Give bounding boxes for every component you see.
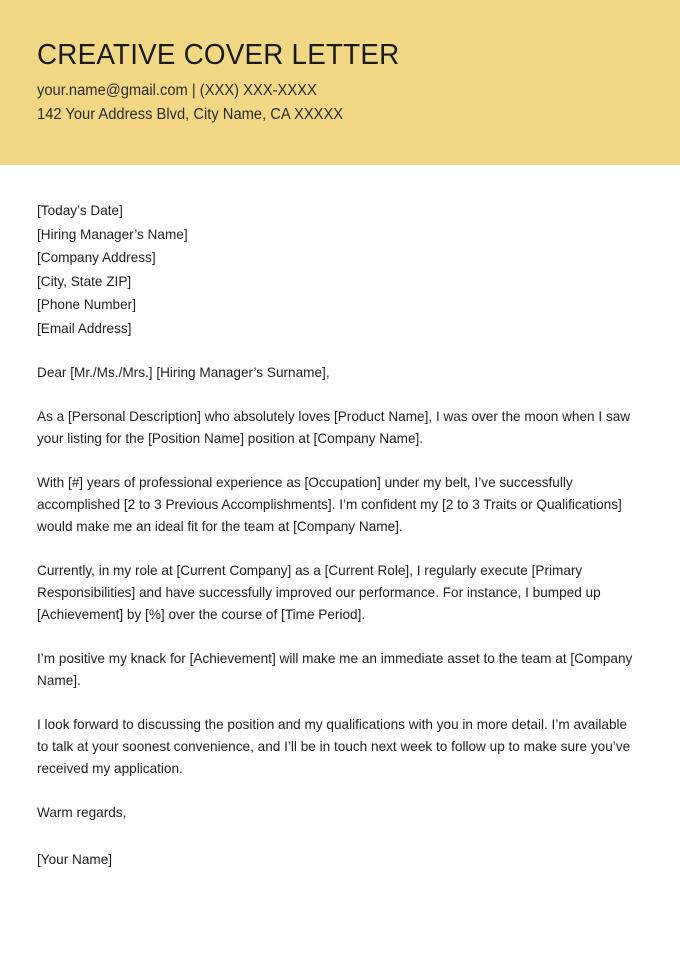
body-paragraph-5: I look forward to discussing the position and my qualifications with you in more detail. I’m available to talk at your soonest convenience, and I’ll be in touch next week to follow up to make sure you’ve received my application. [37, 717, 631, 776]
signature-name: [Your Name] [37, 852, 113, 867]
page-title: CREATIVE COVER LETTER [37, 39, 400, 72]
body-paragraph-1: As a [Personal Description] who absolutely loves [Product Name], I was over the moon when I saw your listing for the [Position Name] position at [Company Name]. [37, 409, 631, 446]
contact-address: 142 Your Address Blvd, City Name, CA XXXXX [37, 105, 344, 123]
salutation: Dear [Mr./Ms./Mrs.] [Hiring Manager’s Surname], [37, 365, 330, 380]
recipient-line-email: [Email Address] [37, 320, 132, 336]
recipient-line-manager-name: [Hiring Manager’s Name] [37, 226, 188, 242]
body-paragraph-4: I’m positive my knack for [Achievement] will make me an immediate asset to the team at [Company Name]. [37, 651, 633, 688]
letter-header-band [0, 0, 680, 165]
contact-email-phone: your.name@gmail.com | (XXX) XXX-XXXX [37, 82, 317, 100]
recipient-line-phone: [Phone Number] [37, 297, 136, 312]
recipient-block [37, 199, 638, 340]
body-paragraph-2: With [#] years of professional experience as [Occupation] under my belt, I’ve successfully accomplished [2 to 3 Previous Accomplishments]. I’m confident my [2 to 3 Traits or Qualifications] would make me an ideal fit for the team at [Company Name]. [37, 475, 622, 534]
body-paragraph-3: Currently, in my role at [Current Company] as a [Current Role], I regularly execute [Primary Responsibilities] and have successfully improved our performance. For instance, I bumped up [Achievement] by [%] over the course of [Time Period]. [37, 563, 601, 622]
closing-salutation: Warm regards, [37, 805, 127, 820]
recipient-line-date: [Today’s Date] [37, 203, 123, 218]
recipient-line-company-address: [Company Address] [37, 250, 156, 265]
letter-body [0, 165, 680, 871]
recipient-line-city-state-zip: [City, State ZIP] [37, 273, 132, 289]
